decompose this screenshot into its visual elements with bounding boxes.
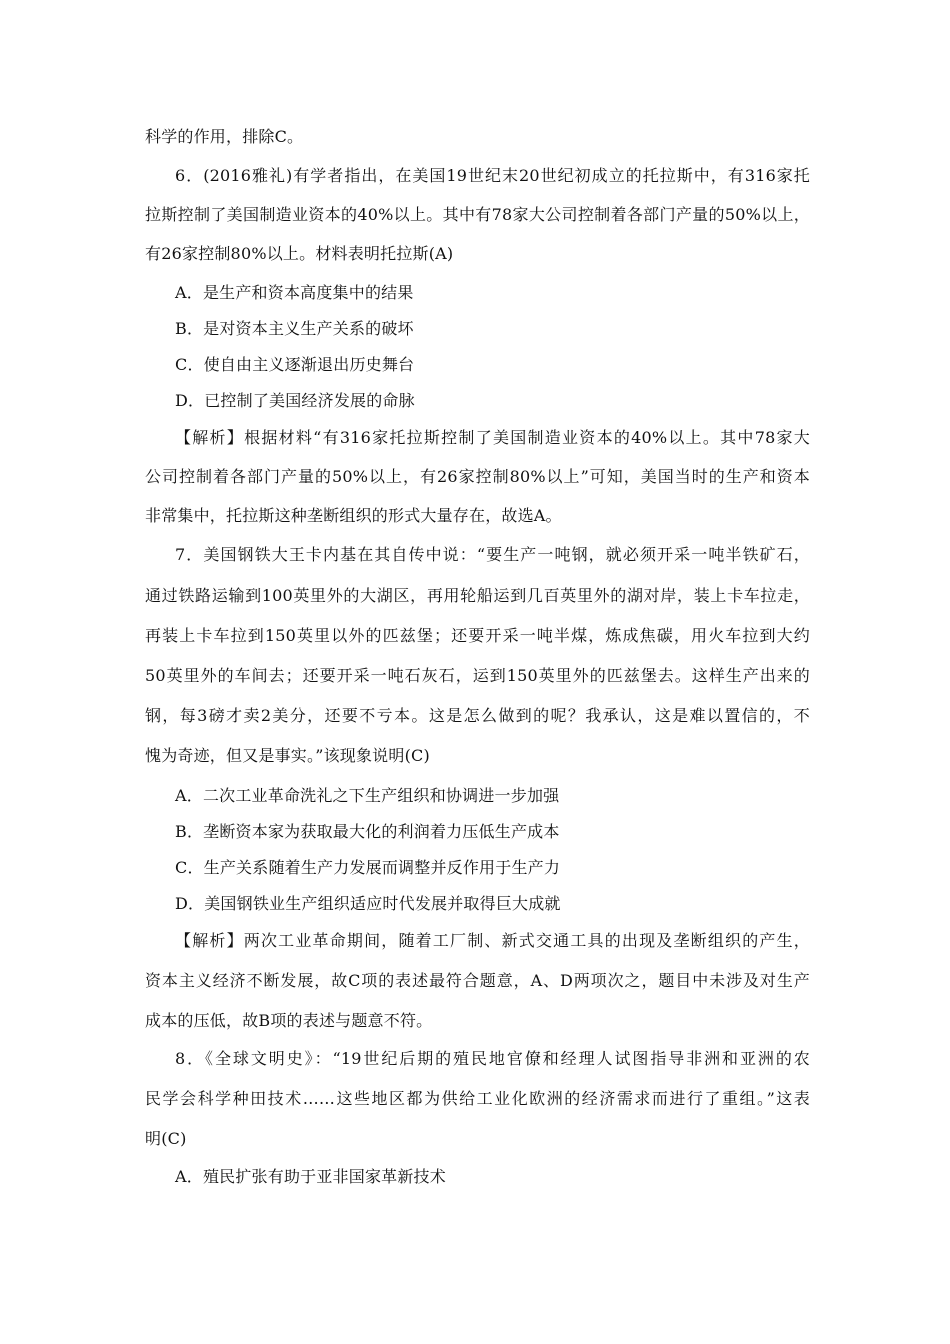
option-b: B．垄断资本家为获取最大化的利润着力压低生产成本 [175, 822, 560, 841]
text-line: 资本主义经济不断发展，故C项的表述最符合题意，A、D两项次之，题目中未涉及对生产 [145, 971, 810, 990]
text-line: 愧为奇迹，但又是事实。”该现象说明(C) [145, 746, 430, 765]
option-d: D．美国钢铁业生产组织适应时代发展并取得巨大成就 [175, 894, 561, 913]
option-a: A．二次工业革命洗礼之下生产组织和协调进一步加强 [175, 786, 560, 805]
question-8-line: 8．《全球文明史》：“19世纪后期的殖民地官僚和经理人试图指导非洲和亚洲的农 [175, 1049, 810, 1068]
text-line: 非常集中，托拉斯这种垄断组织的形式大量存在，故选A。 [145, 506, 562, 525]
question-7-line: 7．美国钢铁大王卡内基在其自传中说：“要生产一吨钢，就必须开采一吨半铁矿石， [175, 545, 810, 564]
text-line: 民学会科学种田技术……这些地区都为供给工业化欧洲的经济需求而进行了重组。”这表 [145, 1089, 810, 1108]
option-a: A．殖民扩张有助于亚非国家革新技术 [175, 1167, 446, 1186]
analysis-line: 【解析】根据材料“有316家托拉斯控制了美国制造业资本的40%以上。其中78家大 [175, 428, 810, 447]
text-line: 明(C) [145, 1129, 187, 1148]
text-line: 50英里外的车间去；还要开采一吨石灰石，运到150英里外的匹兹堡去。这样生产出来的 [145, 666, 810, 685]
text-line: 成本的压低，故B项的表述与题意不符。 [145, 1011, 433, 1030]
text-line: 钢，每3磅才卖2美分，还要不亏本。这是怎么做到的呢？我承认，这是难以置信的，不 [145, 706, 810, 725]
option-c: C．使自由主义逐渐退出历史舞台 [175, 355, 415, 374]
text-line: 科学的作用，排除C。 [145, 127, 304, 146]
text-line: 再装上卡车拉到150英里以外的匹兹堡；还要开采一吨半煤，炼成焦碳，用火车拉到大约 [145, 626, 810, 645]
text-line: 拉斯控制了美国制造业资本的40%以上。其中有78家大公司控制着各部门产量的50%以上， [145, 205, 810, 224]
text-line: 公司控制着各部门产量的50%以上，有26家控制80%以上”可知，美国当时的生产和资本 [145, 467, 810, 486]
option-c: C．生产关系随着生产力发展而调整并反作用于生产力 [175, 858, 561, 877]
text-line: 通过铁路运输到100英里外的大湖区，再用轮船运到几百英里外的湖对岸，装上卡车拉走， [145, 586, 810, 605]
option-b: B．是对资本主义生产关系的破坏 [175, 319, 414, 338]
question-6-line: 6．(2016雅礼)有学者指出，在美国19世纪末20世纪初成立的托拉斯中，有316家托 [175, 166, 810, 185]
option-d: D．已控制了美国经济发展的命脉 [175, 391, 415, 410]
analysis-line: 【解析】两次工业革命期间，随着工厂制、新式交通工具的出现及垄断组织的产生， [175, 931, 810, 950]
option-a: A．是生产和资本高度集中的结果 [175, 283, 414, 302]
text-line: 有26家控制80%以上。材料表明托拉斯(A) [145, 244, 454, 263]
